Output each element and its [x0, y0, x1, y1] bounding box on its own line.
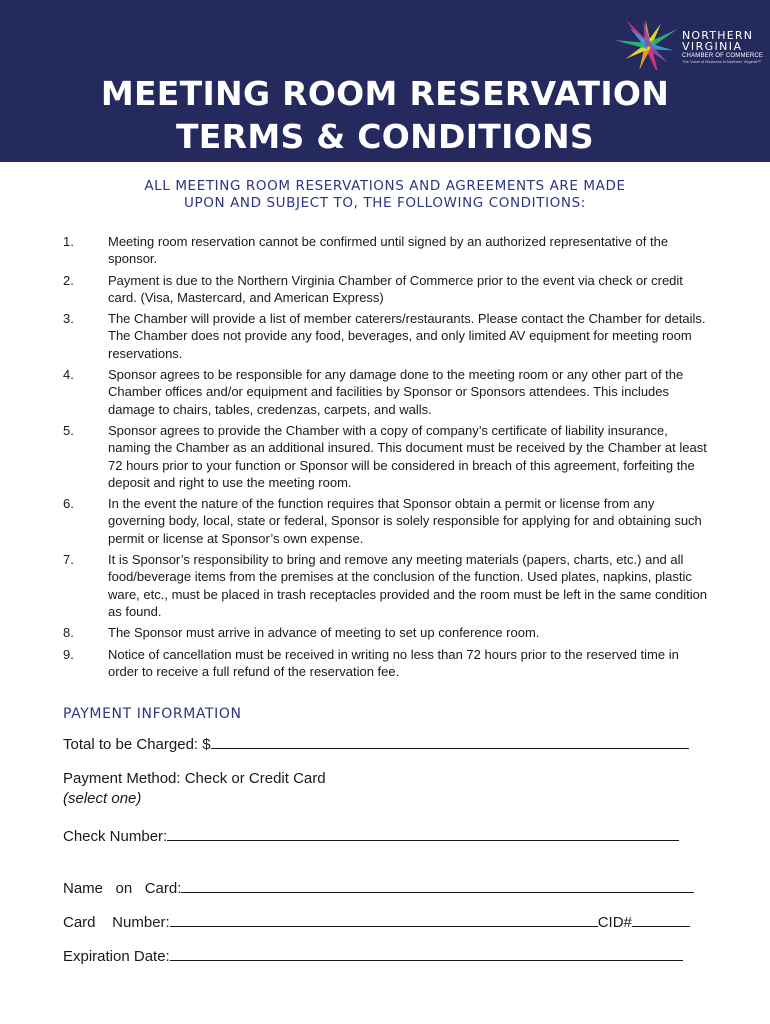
term-number: 5.	[63, 422, 74, 438]
cid-input-line[interactable]	[632, 912, 690, 927]
payment-method-hint: (select one)	[63, 790, 142, 807]
term-item	[0, 551, 770, 620]
logo-line-2: VIRGINIA	[682, 40, 743, 53]
term-item	[0, 495, 770, 547]
term-number: 1.	[63, 234, 74, 249]
term-number: 9.	[63, 646, 74, 662]
intro-line-2: UPON AND SUBJECT TO, THE FOLLOWING CONDITIONS:	[184, 195, 586, 211]
card-number-input-line[interactable]	[170, 912, 598, 927]
logo-line-1: NORTHERN	[682, 29, 754, 42]
check-number-input-line[interactable]	[167, 826, 679, 841]
term-text: The Sponsor must arrive in advance of meeting to set up conference room.	[108, 625, 540, 641]
intro-line-1: ALL MEETING ROOM RESERVATIONS AND AGREEMENTS ARE MADE	[144, 178, 626, 194]
name-on-card-input-line[interactable]	[181, 878, 694, 893]
terms-list	[0, 233, 770, 684]
total-input-line[interactable]	[211, 734, 689, 749]
term-text: The Chamber will provide a list of member caterers/restaurants. Please contact the Chamber for details. The Chamber does not provide any food, beverages, and only limited AV equipment for meeting room reservations.	[108, 311, 706, 361]
chamber-logo	[615, 8, 765, 70]
logo-tagline: The Voice of Business in Northern Virginia™	[682, 59, 761, 64]
expiration-input-line[interactable]	[170, 946, 683, 961]
term-item	[0, 422, 770, 491]
starburst-icon	[615, 8, 681, 70]
check-number-field[interactable]	[63, 826, 679, 845]
payment-method-label: Payment Method: Check or Credit Card	[63, 770, 326, 787]
term-item	[0, 624, 770, 641]
term-number: 8.	[63, 625, 74, 641]
term-item	[0, 310, 770, 362]
term-item	[0, 272, 770, 307]
term-text: Sponsor agrees to provide the Chamber with a copy of company’s certificate of liability insurance, naming the Chamber as an additional insured. This document must be received by the Chamber at least 72 hours prior to your function or Sponsor will be considered in breach of this agreement, forfeiting the deposit and right to use the meeting room.	[108, 422, 707, 490]
expiration-label: Expiration Date:	[63, 948, 170, 965]
card-number-label: Card Number:	[63, 914, 170, 931]
term-number: 4.	[63, 367, 74, 383]
term-number: 7.	[63, 552, 74, 568]
page-title-line-2: TERMS & CONDITIONS	[175, 117, 594, 156]
name-on-card-field[interactable]	[63, 878, 694, 897]
payment-heading: PAYMENT INFORMATION	[63, 706, 242, 722]
page-title-line-1: MEETING ROOM RESERVATION	[100, 74, 670, 113]
cid-label: CID#	[597, 914, 632, 931]
term-number: 2.	[63, 272, 74, 288]
term-item	[0, 366, 770, 418]
term-text: In the event the nature of the function requires that Sponsor obtain a permit or license from any governing body, local, state or federal, Sponsor is solely responsible for applying for and obtaining such permit or license at Sponsor’s own expense.	[108, 496, 702, 546]
term-text: It is Sponsor’s responsibility to bring and remove any meeting materials (papers, charts, etc.) and all food/beverage items from the premises at the conclusion of the function. Used plates, napkins, plastic ware, etc., must be placed in trash receptacles provided and the room must be left in the same condition as found.	[108, 552, 708, 619]
term-item	[0, 646, 770, 681]
expiration-field[interactable]	[63, 946, 683, 965]
term-text: Notice of cancellation must be received in writing no less than 72 hours prior to the reserved time in order to receive a full refund of the reservation fee.	[108, 646, 679, 679]
term-number: 6.	[63, 496, 74, 512]
name-on-card-label: Name on Card:	[63, 880, 182, 897]
term-text: Meeting room reservation cannot be confirmed until signed by an authorized representative of the sponsor.	[108, 234, 669, 267]
header-banner	[0, 0, 770, 162]
term-text: Payment is due to the Northern Virginia Chamber of Commerce prior to the event via check or credit card. (Visa, Mastercard, and American Express)	[108, 272, 683, 305]
card-number-field[interactable]	[63, 912, 690, 931]
total-field[interactable]	[63, 734, 689, 753]
term-item	[0, 233, 770, 268]
total-label: Total to be Charged: $	[63, 736, 211, 753]
check-number-label: Check Number:	[63, 828, 168, 845]
term-text: Sponsor agrees to be responsible for any damage done to the meeting room or any other part of the Chamber offices and/or equipment and facilities by Sponsor or Sponsors attendees. This includes damage to chairs, tables, credenzas, carpets, and walls.	[108, 367, 684, 417]
term-number: 3.	[63, 311, 74, 327]
logo-line-3: CHAMBER OF COMMERCE	[682, 53, 764, 59]
